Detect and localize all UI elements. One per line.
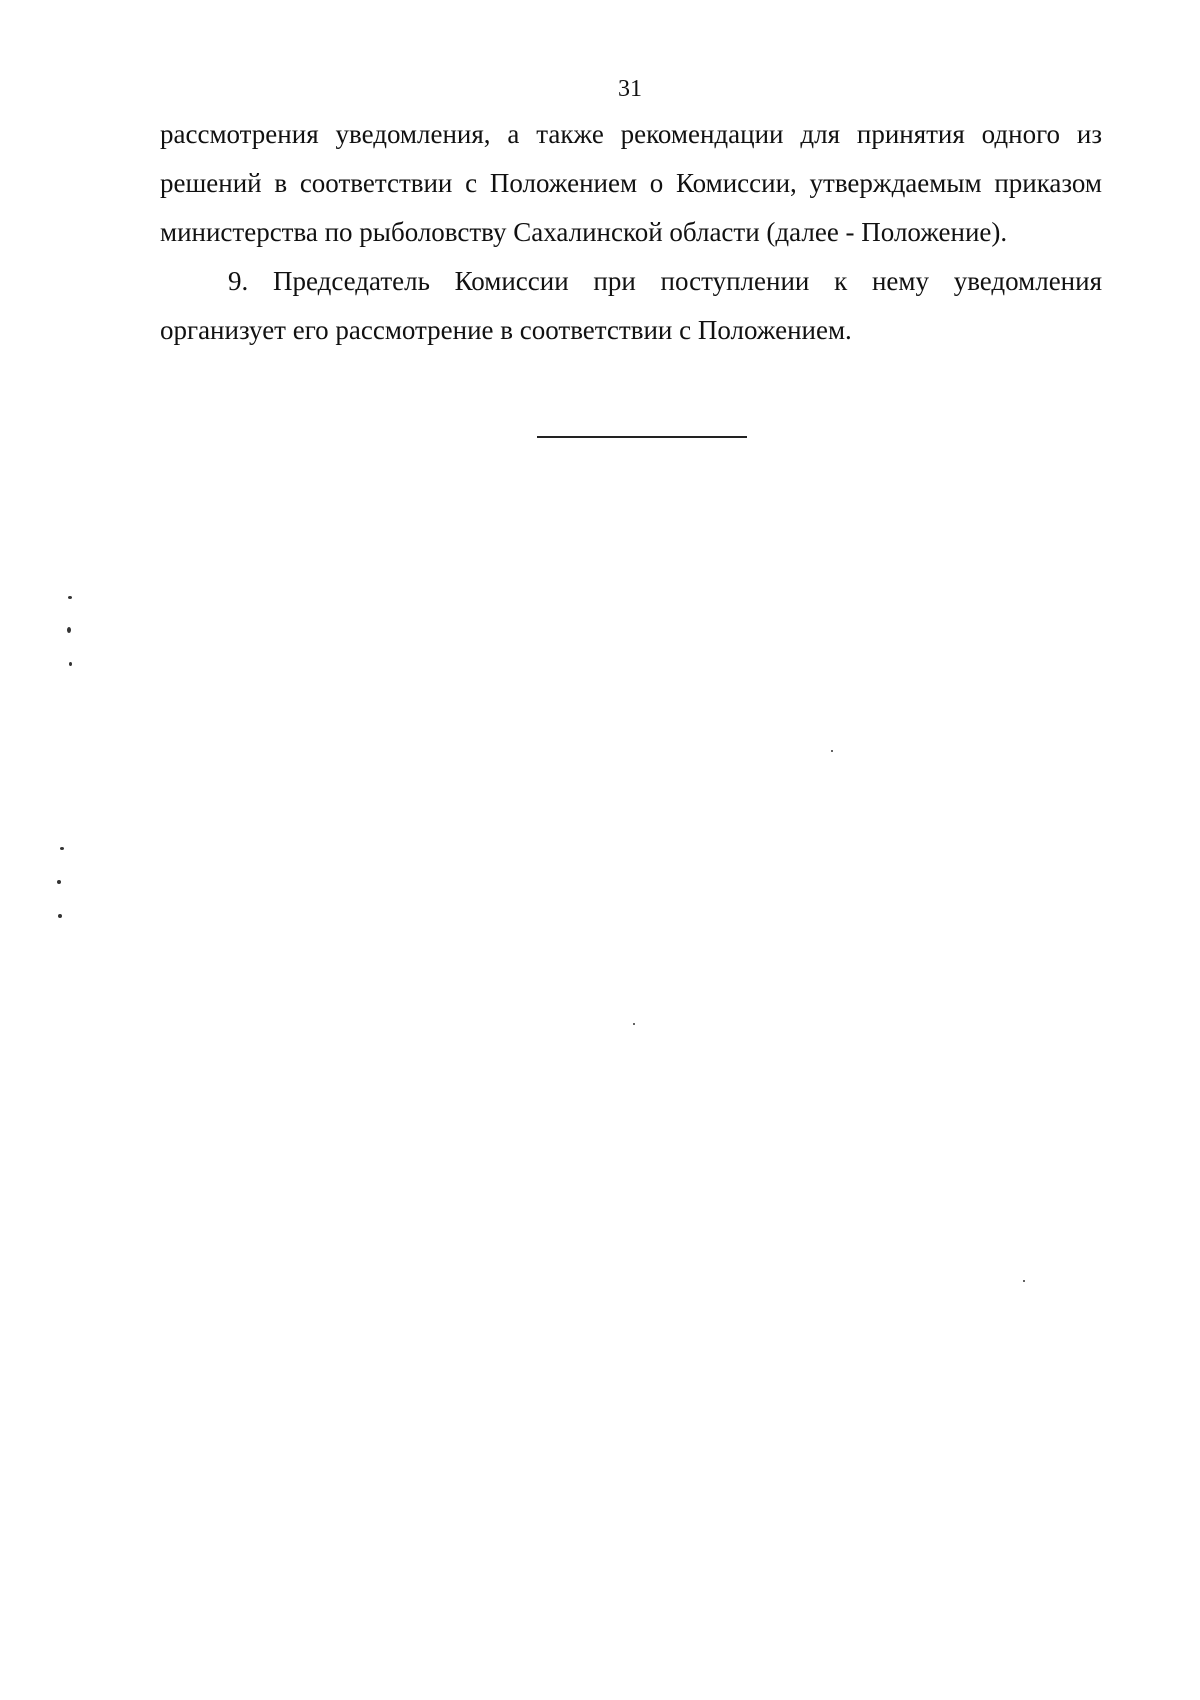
scan-speck xyxy=(60,847,64,850)
paragraph-item-9: 9. Председатель Комиссии при поступлении к нему уведомления организует его рассмотрение в соответствии с Положением. xyxy=(160,266,1102,345)
document-body xyxy=(160,110,1102,355)
end-of-section-rule xyxy=(537,436,747,438)
scan-speck xyxy=(68,596,72,599)
scan-speck xyxy=(69,662,72,666)
scan-speck xyxy=(58,914,62,918)
scan-speck xyxy=(1023,1280,1025,1282)
scan-speck xyxy=(633,1023,635,1025)
page-number: 31 xyxy=(618,76,642,102)
paragraph-continuation: рассмотрения уведомления, а также рекомендации для принятия одного из решений в соответствии с Положением о Комиссии, утверждаемым приказом министерства по рыболовству Сахалинской области (далее - Положение). xyxy=(160,119,1102,247)
scan-speck xyxy=(57,880,61,884)
scan-speck xyxy=(67,627,71,633)
scan-speck xyxy=(831,750,833,752)
